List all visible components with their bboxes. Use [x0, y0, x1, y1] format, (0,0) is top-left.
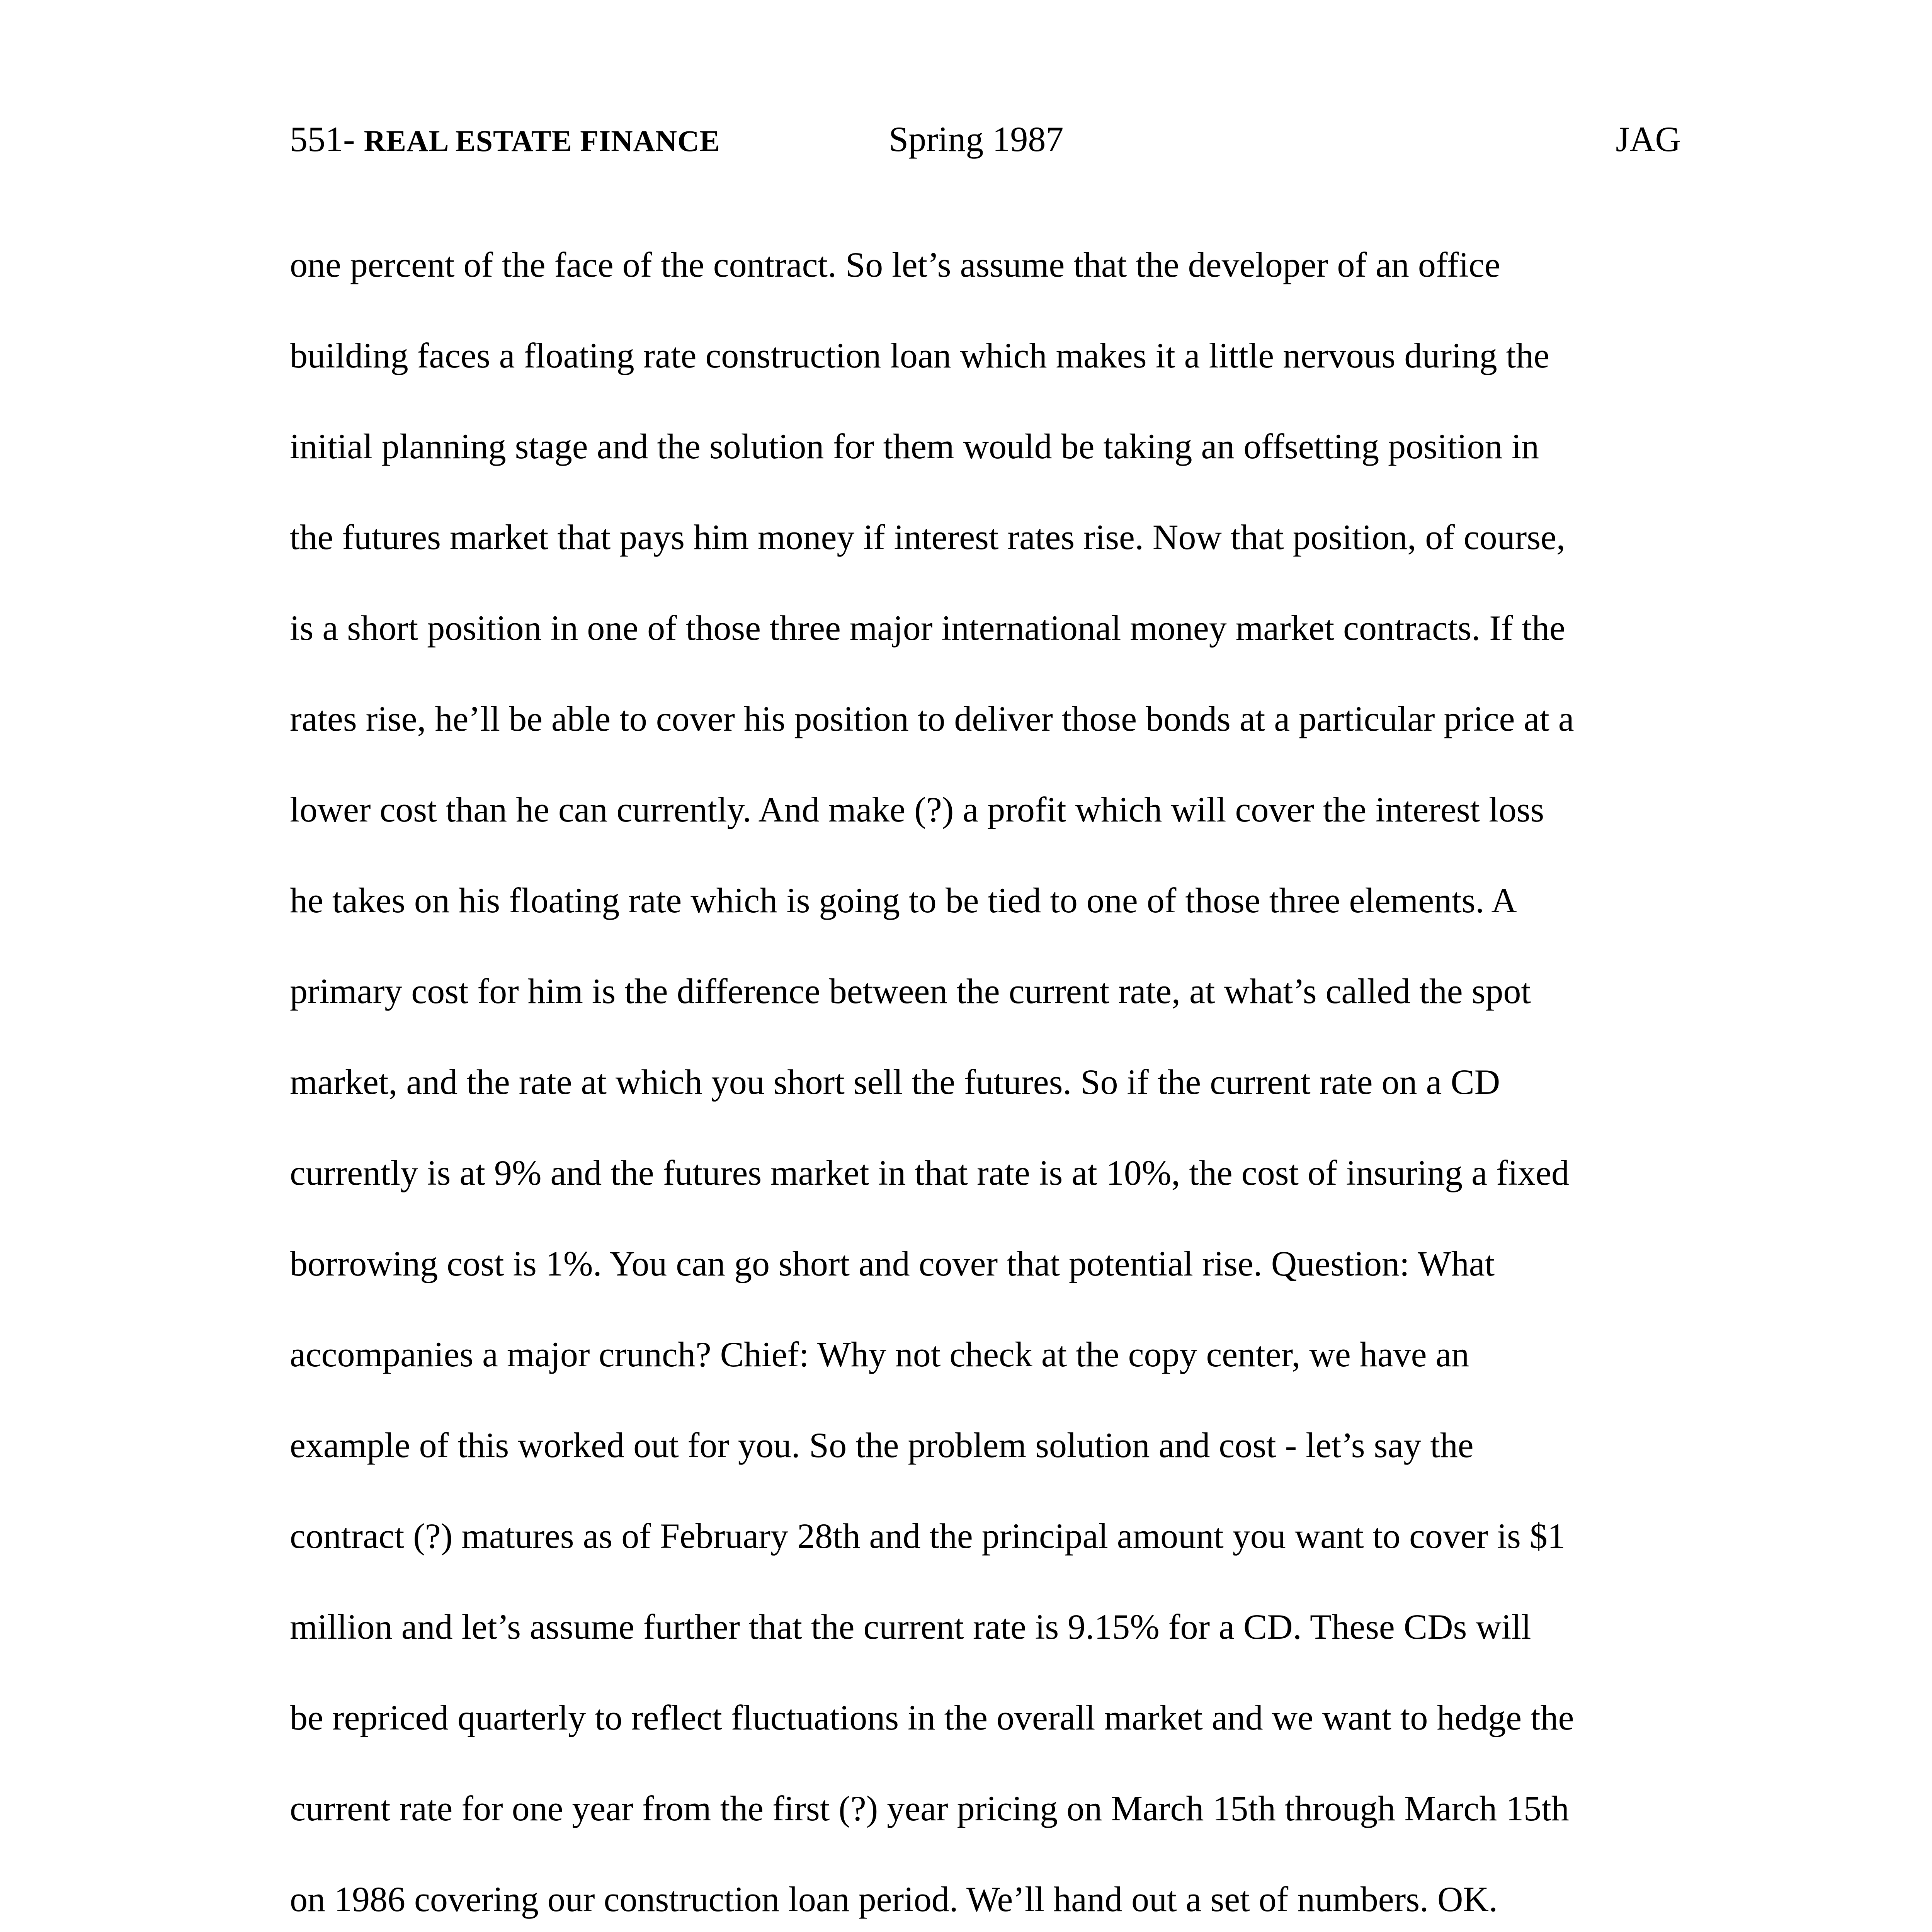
text-line: primary cost for him is the difference between the current rate, at what’s called the spot	[290, 971, 1531, 1011]
text-line: he takes on his floating rate which is going to be tied to one of those three elements. A	[290, 881, 1517, 920]
text-line: initial planning stage and the solution for them would be taking an offsetting position in	[290, 427, 1539, 466]
text-line: the futures market that pays him money if interest rates rise. Now that position, of course,	[290, 517, 1565, 557]
text-line: lower cost than he can currently. And make (?) a profit which will cover the interest loss	[290, 790, 1544, 829]
term-label: Spring 1987	[889, 119, 1064, 159]
text-line: currently is at 9% and the futures market in that rate is at 10%, the cost of insuring a fixed	[290, 1153, 1570, 1192]
text-line: one percent of the face of the contract. So let’s assume that the developer of an office	[290, 245, 1500, 284]
author-initials: JAG	[1616, 119, 1681, 159]
text-line: example of this worked out for you. So the problem solution and cost - let’s say the	[290, 1425, 1474, 1465]
text-line: accompanies a major crunch? Chief: Why not check at the copy center, we have an	[290, 1335, 1469, 1374]
text-line: contract (?) matures as of February 28th and the principal amount you want to cover is $1	[290, 1516, 1565, 1556]
text-line: on 1986 covering our construction loan period. We’ll hand out a set of numbers. OK.	[290, 1879, 1498, 1919]
text-line: be repriced quarterly to reflect fluctuations in the overall market and we want to hedge the	[290, 1698, 1574, 1737]
course-number: 551-	[290, 119, 355, 159]
text-line: is a short position in one of those three major international money market contracts. If the	[290, 608, 1565, 648]
text-line: borrowing cost is 1%. You can go short and cover that potential rise. Question: What	[290, 1244, 1495, 1283]
text-line: rates rise, he’ll be able to cover his position to deliver those bonds at a particular price at a	[290, 699, 1574, 738]
transcript-body	[290, 219, 1681, 1932]
course-label	[290, 112, 720, 168]
page-header	[290, 112, 1681, 166]
text-line: million and let’s assume further that the current rate is 9.15% for a CD. These CDs will	[290, 1607, 1531, 1646]
text-line: market, and the rate at which you short sell the futures. So if the current rate on a CD	[290, 1062, 1500, 1102]
text-line: building faces a floating rate construction loan which makes it a little nervous during the	[290, 336, 1549, 375]
course-title: REAL ESTATE FINANCE	[364, 124, 720, 158]
text-line: current rate for one year from the first (?) year pricing on March 15th through March 15th	[290, 1789, 1569, 1828]
